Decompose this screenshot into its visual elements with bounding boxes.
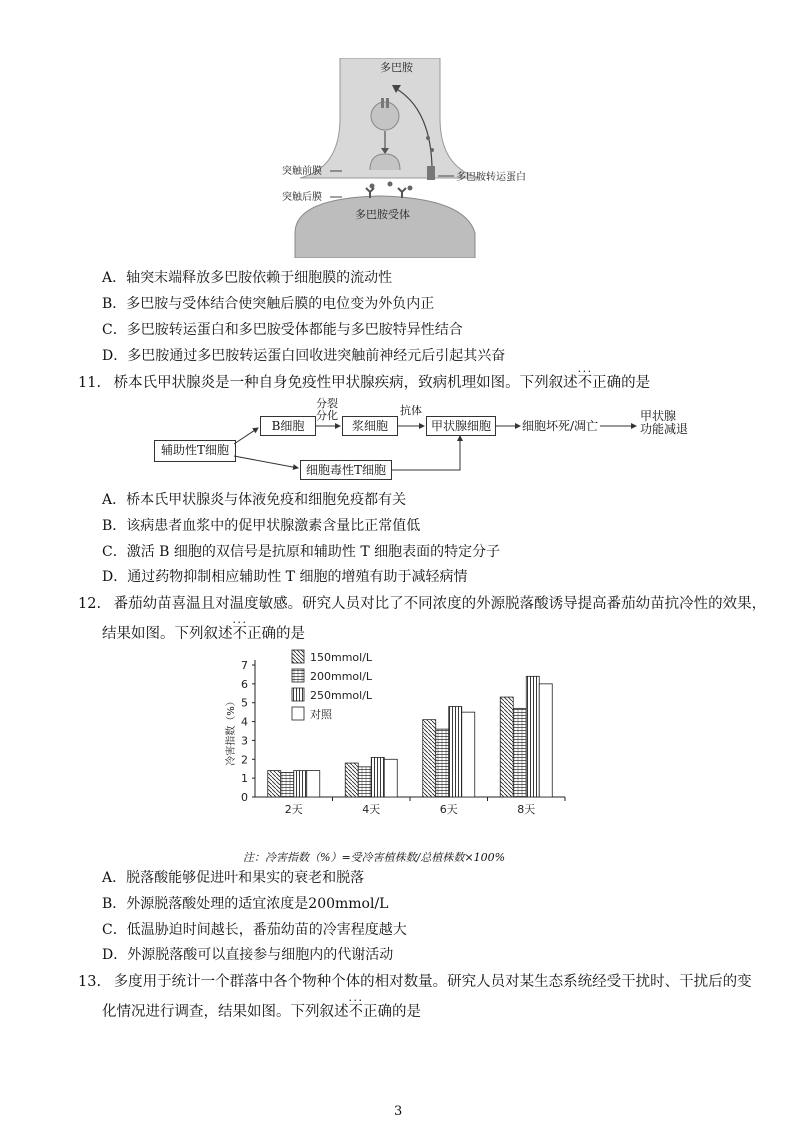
q11-emphasis: · · · 不正确: [578, 373, 622, 393]
label-result: 甲状腺 功能减退: [640, 409, 689, 436]
bar: [307, 771, 320, 797]
legend-label: 250mmol/L: [310, 689, 373, 702]
legend-swatch: [292, 688, 304, 701]
box-cytotoxic: 细胞毒性T细胞: [300, 460, 392, 480]
q12-chart: [220, 645, 580, 845]
x-tick-label: 6天: [439, 803, 458, 816]
q13-stem-before: 化情况进行调查，结果如图。下列叙述: [102, 1004, 349, 1020]
legend-label: 150mmol/L: [310, 651, 373, 664]
bar: [384, 759, 397, 797]
q12-stem-text: 番茄幼苗喜温且对温度敏感。研究人员对比了不同浓度的外源脱落酸诱导提高番茄幼苗抗冷性的效果，: [113, 596, 767, 612]
y-tick-label: 4: [241, 715, 248, 729]
y-tick-label: 2: [241, 753, 248, 767]
transporter-icon: [427, 166, 435, 180]
q13-stem-text: 多度用于统计一个群落中各个物种个体的相对数量。研究人员对某生态系统经受干扰时、干扰后的变: [113, 974, 752, 990]
q11-stem: [78, 373, 650, 393]
cold-damage-bar-chart: [220, 645, 580, 845]
q13-number: 13.: [78, 974, 102, 990]
q11-stem-after: 的是: [621, 375, 651, 391]
bar: [423, 720, 436, 797]
q11-option-d: D．通过药物抑制相应辅助性 T 细胞的增殖有助于减轻病情: [102, 569, 468, 585]
q12-option-c: C．低温胁迫时间越长，番茄幼苗的冷害程度越大: [102, 922, 407, 938]
q10-option-d: D．多巴胺通过多巴胺转运蛋白回收进突触前神经元后引起其兴奋: [102, 348, 506, 364]
legend-label: 200mmol/L: [310, 670, 373, 683]
q10-option-c: C．多巴胺转运蛋白和多巴胺受体都能与多巴胺特异性结合: [102, 322, 463, 338]
bar: [449, 706, 462, 797]
q11-pathway-diagram: [150, 397, 720, 482]
label-necrosis: 细胞坏死/凋亡: [522, 419, 599, 433]
label-antibody: 抗体: [400, 404, 422, 417]
label-postsyn: 突触后膜: [282, 192, 322, 203]
bar: [345, 763, 358, 797]
x-tick-label: 2天: [284, 803, 303, 816]
q12-option-a: A．脱落酸能够促进叶和果实的衰老和脱落: [102, 870, 365, 886]
legend-swatch: [292, 707, 304, 720]
box-plasma: 浆细胞: [342, 416, 398, 436]
bar: [436, 729, 449, 797]
box-thyroid: 甲状腺细胞: [426, 416, 496, 436]
q12-option-b: B．外源脱落酸处理的适宜浓度是200mmol/L: [102, 896, 389, 912]
label-presyn: 突触前膜: [282, 166, 322, 177]
bar: [500, 697, 513, 797]
bar: [462, 712, 475, 797]
x-tick-label: 8天: [517, 803, 536, 816]
vesicle-icon: [371, 102, 399, 130]
bar: [294, 771, 307, 797]
y-tick-label: 5: [241, 696, 248, 710]
y-tick-label: 7: [241, 659, 248, 672]
x-tick-label: 4天: [362, 803, 381, 816]
q11-number: 11.: [78, 375, 102, 391]
q10-option-b: B．多巴胺与受体结合使突触后膜的电位变为外负内正: [102, 296, 435, 312]
q12-stem-after: 的是: [276, 626, 305, 642]
q11-stem-before: 桥本氏甲状腺炎是一种自身免疫性甲状腺疾病，致病机理如图。下列叙述: [113, 375, 578, 391]
label-receptor: 多巴胺受体: [355, 208, 410, 221]
q13-stem-line2: [102, 1002, 421, 1022]
q11-arrows: [150, 397, 720, 482]
q12-stem-line1: [78, 594, 766, 614]
bar: [371, 757, 384, 797]
y-tick-label: 1: [241, 772, 248, 786]
q11-option-c: C．激活 B 细胞的双信号是抗原和辅助性 T 细胞表面的特定分子: [102, 544, 501, 560]
box-b-cell: B细胞: [260, 416, 316, 436]
y-axis-label: 冷害指数（%）: [226, 696, 237, 766]
legend-label: 对照: [310, 708, 332, 721]
q12-option-d: D．外源脱落酸可以直接参与细胞内的代谢活动: [102, 947, 394, 963]
y-tick-label: 0: [241, 791, 248, 804]
synapse-diagram: [280, 58, 580, 258]
label-dopamine: 多巴胺: [380, 61, 413, 74]
q11-option-b: B．该病患者血浆中的促甲状腺激素含量比正常值低: [102, 518, 421, 534]
y-tick-label: 6: [241, 677, 248, 691]
q13-emphasis: · · · 不正确: [349, 1002, 393, 1022]
q11-option-a: A．桥本氏甲状腺炎与体液免疫和细胞免疫都有关: [102, 492, 407, 508]
label-split: 分裂 分化: [316, 397, 338, 422]
bar: [281, 772, 294, 797]
label-transporter: 多巴胺转运蛋白: [456, 172, 526, 183]
q13-stem-line1: [78, 972, 752, 992]
synapse-figure: [280, 58, 580, 258]
legend-swatch: [292, 669, 304, 682]
q10-option-a: A．轴突末端释放多巴胺依赖于细胞膜的流动性: [102, 270, 393, 286]
bar: [358, 767, 371, 797]
q12-number: 12.: [78, 596, 102, 612]
box-helper-t: 辅助性T细胞: [154, 440, 236, 462]
bar: [268, 771, 281, 797]
bar: [513, 708, 526, 797]
q12-stem-line2: [102, 624, 305, 644]
q12-stem-before: 结果如图。下列叙述: [102, 626, 233, 642]
q12-emphasis: · · · 不正确: [233, 624, 277, 644]
bar: [539, 684, 552, 797]
q13-stem-after: 的是: [392, 1004, 421, 1020]
y-tick-label: 3: [241, 734, 248, 748]
bar: [526, 676, 539, 797]
page-number: 3: [394, 1104, 403, 1119]
q12-chart-note: 注：冷害指数（%）=受冷害植株数/总植株数×100%: [243, 851, 506, 864]
legend-swatch: [292, 650, 304, 663]
